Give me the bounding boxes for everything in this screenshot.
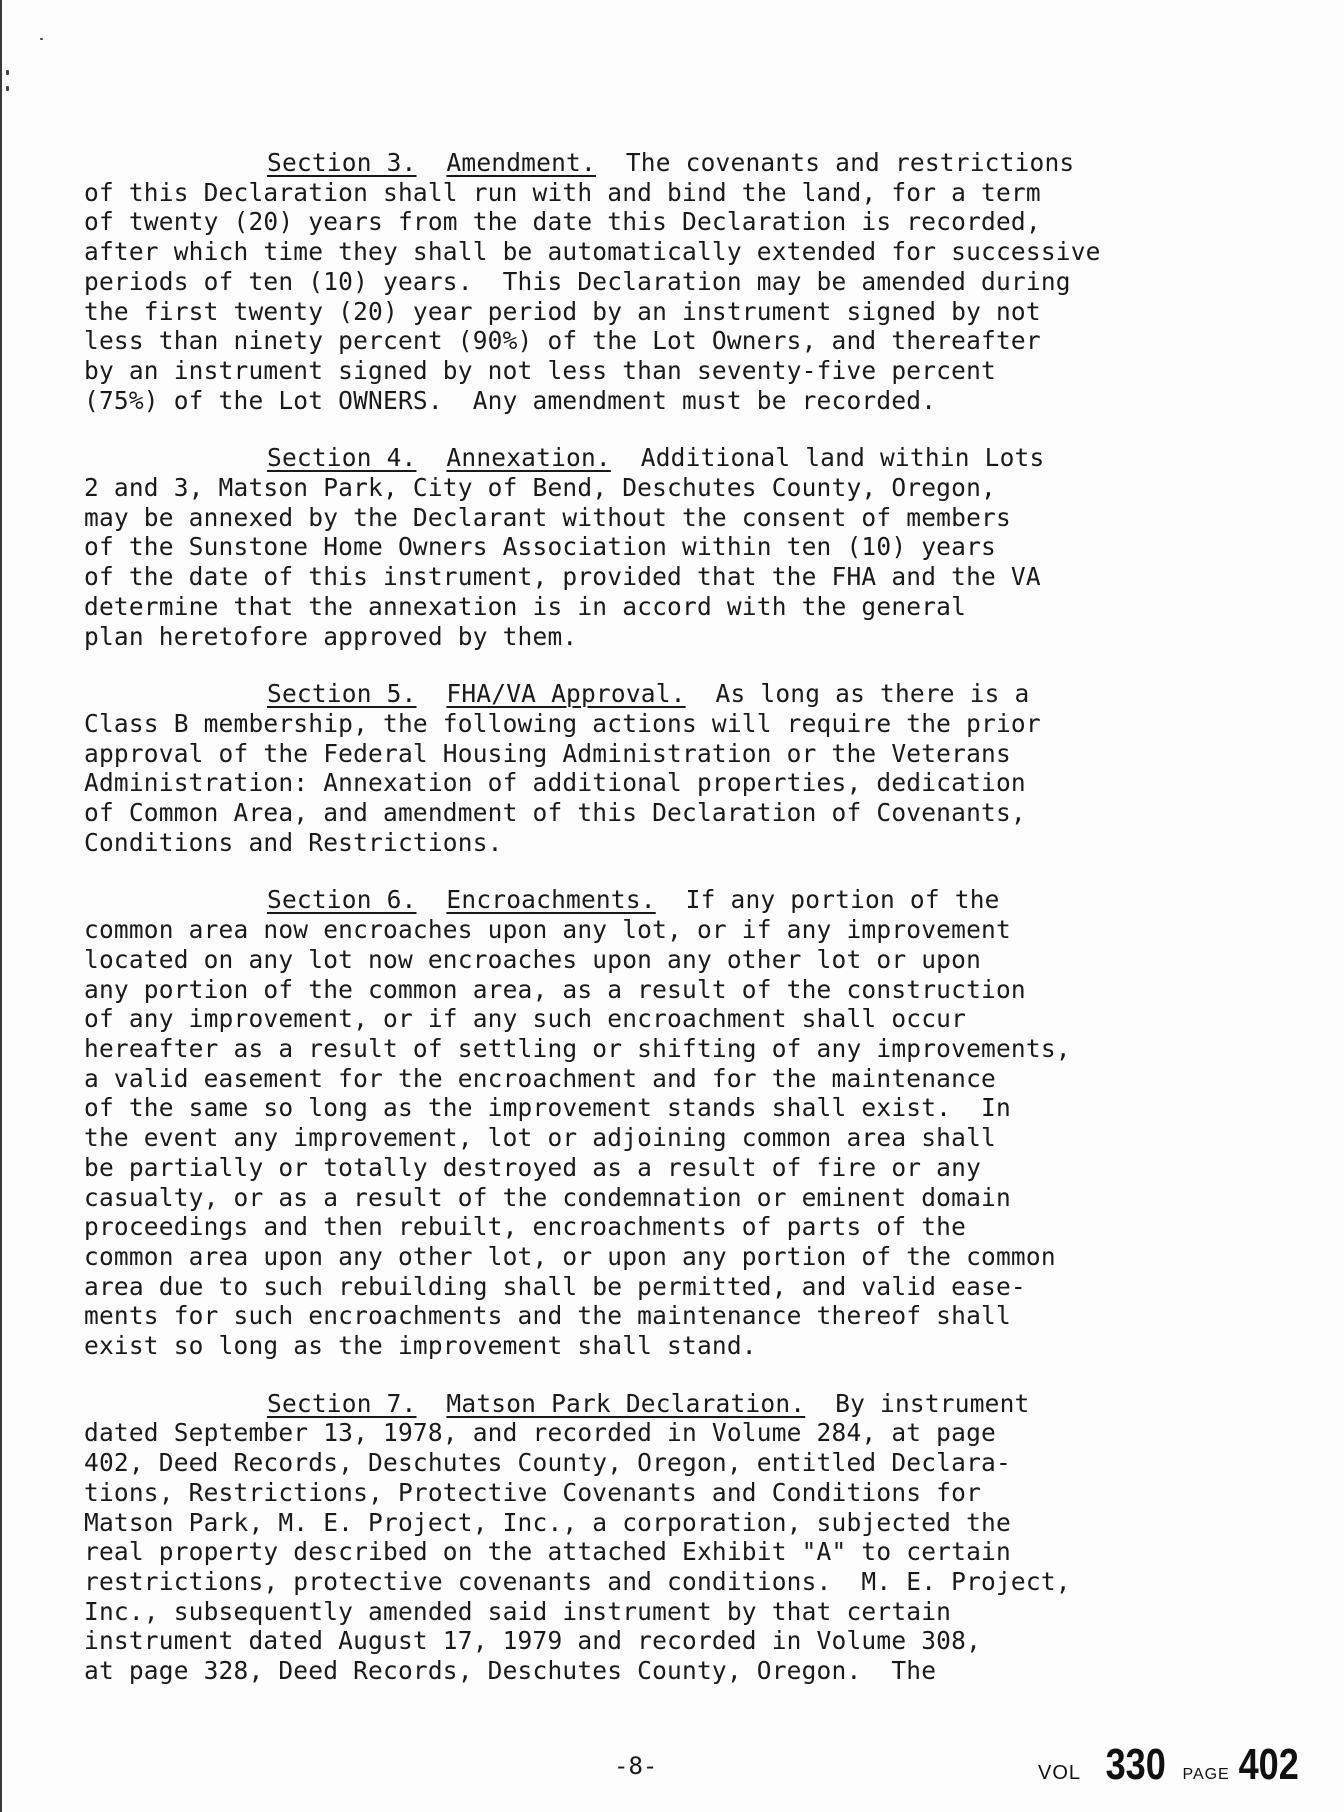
section-heading-rest: Additional land within Lots [640,443,1045,473]
text-line: of any improvement, or if any such encroachment shall occur [84,1004,967,1034]
text-line: located on any lot now encroaches upon any other lot or upon [84,944,982,974]
text-line: after which time they shall be automatically extended for successive [84,237,1101,267]
text-line: real property described on the attached Exhibit "A" to certain [84,1537,1011,1567]
section-number: Section 7. [267,1388,417,1418]
text-line: 402, Deed Records, Deschutes County, Oregon, entitled Declara- [84,1448,1011,1478]
text-line: common area upon any other lot, or upon any portion of the common [84,1241,1056,1271]
text-line: of Common Area, and amendment of this Declaration of Covenants, [84,798,1026,828]
section-heading-rest: The covenants and restrictions [625,148,1075,177]
scan-speck [6,86,9,91]
text-line: less than ninety percent (90%) of the Lot Owners, and thereafter [84,326,1041,356]
scan-speck [40,38,43,40]
page-number: -8- [614,1752,658,1780]
text-line: be partially or totally destroyed as a result of fire or any [84,1152,982,1182]
section-7 [84,1389,1324,1686]
text-line: a valid easement for the encroachment and for the maintenance [84,1063,996,1093]
volume-label: VOL [1038,1762,1082,1784]
section-5 [84,679,1324,857]
text-line: Conditions and Restrictions. [84,827,503,857]
text-line: may be annexed by the Declarant without the consent of members [84,502,1011,532]
section-number: Section 6. [267,885,417,915]
text-line: Class B membership, the following actions will require the prior [84,708,1041,738]
section-title: Annexation. [446,443,611,473]
section-number: Section 3. [267,148,417,177]
section-heading-line [84,443,1324,473]
text-line: common area now encroaches upon any lot, or if any improvement [84,915,1011,945]
text-line: Inc., subsequently amended said instrument by that certain [84,1596,952,1626]
section-heading-rest: As long as there is a [715,679,1030,709]
section-number: Section 4. [267,443,417,473]
section-3 [84,148,1324,415]
section-heading-line [84,1389,1324,1419]
page-value: 402 [1238,1740,1299,1789]
section-heading-rest: If any portion of the [685,885,1000,915]
text-line: dated September 13, 1978, and recorded in Volume 284, at page [84,1418,996,1448]
section-6 [84,885,1324,1360]
text-line: plan heretofore approved by them. [84,621,578,651]
section-heading-line [84,148,1324,178]
text-line: 2 and 3, Matson Park, City of Bend, Deschutes County, Oregon, [84,473,996,503]
text-line: Matson Park, M. E. Project, Inc., a corporation, subjected the [84,1507,1011,1537]
text-line: Administration: Annexation of additional properties, dedication [84,768,1026,798]
text-line: of the Sunstone Home Owners Association within ten (10) years [84,532,996,562]
text-line: determine that the annexation is in accord with the general [84,591,967,621]
text-line: area due to such rebuilding shall be permitted, and valid ease- [84,1271,1026,1301]
text-line: by an instrument signed by not less than seventy-five percent [84,355,996,385]
text-line: hereafter as a result of settling or shifting of any improvements, [84,1033,1071,1063]
section-heading-rest: By instrument [835,1388,1030,1418]
section-4 [84,443,1324,651]
section-heading-line [84,679,1324,709]
text-line: at page 328, Deed Records, Deschutes County, Oregon. The [84,1656,937,1686]
section-title: FHA/VA Approval. [446,679,686,709]
text-line: restrictions, protective covenants and conditions. M. E. Project, [84,1566,1071,1596]
text-line: of the date of this instrument, provided that the FHA and the VA [84,562,1041,592]
page-label: PAGE [1182,1766,1230,1783]
text-line: proceedings and then rebuilt, encroachments of parts of the [84,1212,967,1242]
text-line: of twenty (20) years from the date this Declaration is recorded, [84,207,1041,237]
text-line: of the same so long as the improvement stands shall exist. In [84,1093,1011,1123]
text-line: tions, Restrictions, Protective Covenants and Conditions for [84,1477,982,1507]
text-line: (75%) of the Lot OWNERS. Any amendment must be recorded. [84,385,937,415]
text-line: approval of the Federal Housing Administration or the Veterans [84,738,1011,768]
text-line: the event any improvement, lot or adjoining common area shall [84,1123,996,1153]
scan-speck [6,70,9,75]
scan-left-edge [0,0,2,1812]
section-number: Section 5. [267,679,417,709]
section-title: Encroachments. [446,885,656,915]
text-line: ments for such encroachments and the maintenance thereof shall [84,1301,1011,1331]
text-line: exist so long as the improvement shall stand. [84,1331,757,1361]
text-line: instrument dated August 17, 1979 and recorded in Volume 308, [84,1626,982,1656]
text-line: casualty, or as a result of the condemnation or eminent domain [84,1182,1011,1212]
section-heading-line [84,885,1324,915]
recording-stamp [1038,1740,1305,1790]
document-body [84,148,1324,1714]
text-line: of this Declaration shall run with and bind the land, for a term [84,177,1041,207]
text-line: periods of ten (10) years. This Declaration may be amended during [84,266,1071,296]
text-line: the first twenty (20) year period by an instrument signed by not [84,296,1041,326]
section-title: Amendment. [446,148,596,177]
section-title: Matson Park Declaration. [446,1388,806,1418]
volume-number: 330 [1105,1740,1166,1789]
text-line: any portion of the common area, as a result of the construction [84,974,1026,1004]
